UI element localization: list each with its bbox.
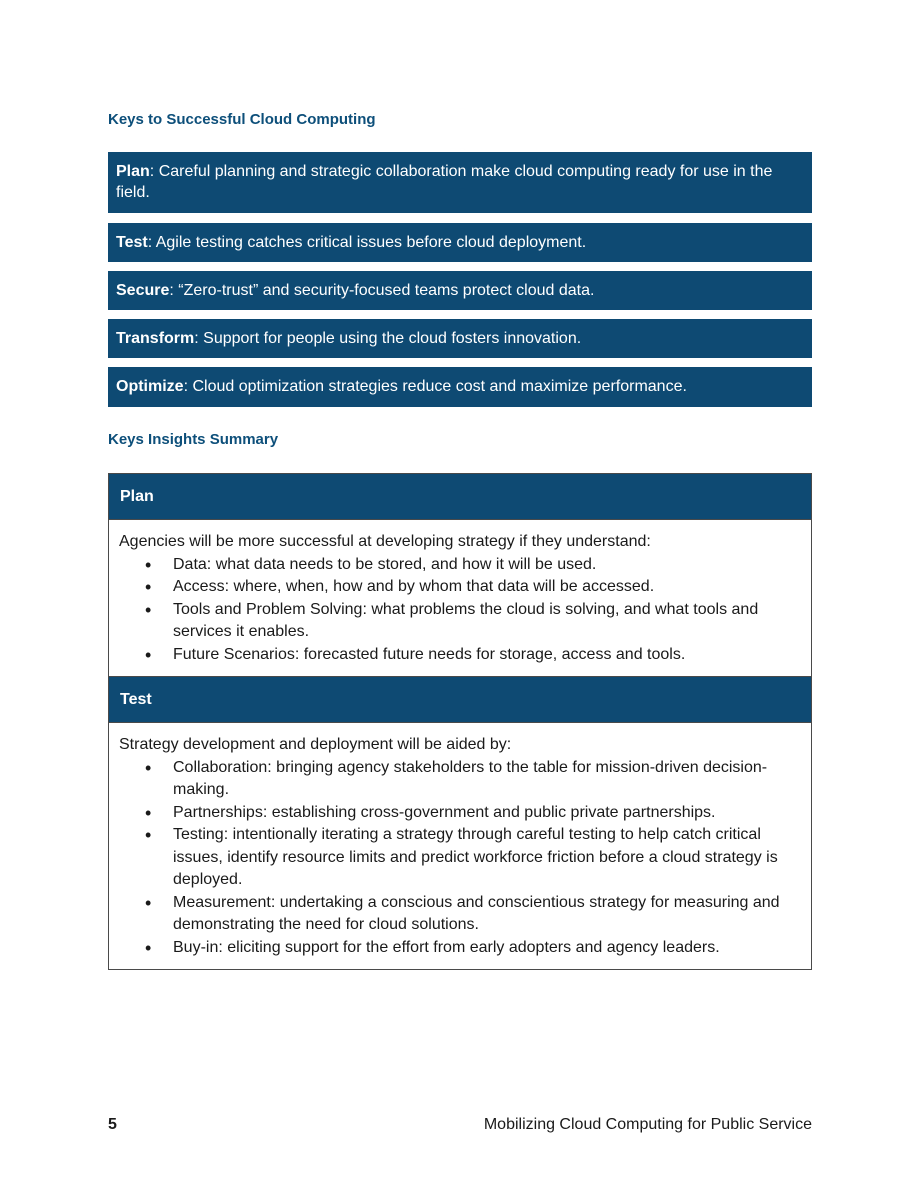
key-term: Test xyxy=(116,234,148,251)
key-term: Secure xyxy=(116,282,170,299)
key-box-transform xyxy=(108,319,812,358)
footer-title: Mobilizing Cloud Computing for Public Service xyxy=(483,1116,812,1133)
page-number: 5 xyxy=(108,1116,117,1133)
key-text: : Careful planning and strategic collaboration make cloud computing ready for use in the field. xyxy=(116,163,773,201)
section-body-test xyxy=(109,722,811,969)
bullet-item: • Partnerships: establishing cross-government and public private partnerships. xyxy=(173,802,801,825)
bullet-list xyxy=(119,757,801,960)
section-intro: Strategy development and deployment will be aided by: xyxy=(119,736,512,753)
key-box-test xyxy=(108,223,812,262)
insights-table xyxy=(108,473,812,970)
section-header-plan: Plan xyxy=(109,474,811,519)
bullet-item: • Testing: intentionally iterating a strategy through careful testing to help catch critical issues, identify resource limits and predict workforce friction before a cloud strategy is deployed. xyxy=(173,824,801,892)
keys-heading: Keys to Successful Cloud Computing xyxy=(108,111,376,128)
key-text: : Agile testing catches critical issues before cloud deployment. xyxy=(147,234,587,251)
bullet-item: • Access: where, when, how and by whom that data will be accessed. xyxy=(173,576,801,599)
key-text: : Support for people using the cloud fosters innovation. xyxy=(194,330,582,347)
section-header-test: Test xyxy=(109,677,811,722)
key-box-plan xyxy=(108,152,812,213)
section-body-plan xyxy=(109,519,811,677)
key-term: Transform xyxy=(116,330,195,347)
key-term: Optimize xyxy=(116,378,184,395)
bullet-item: • Collaboration: bringing agency stakeholders to the table for mission-driven decision-making. xyxy=(173,757,801,802)
bullet-list xyxy=(119,554,801,667)
bullet-item: • Measurement: undertaking a conscious and conscientious strategy for measuring and demonstrating the need for cloud solutions. xyxy=(173,892,801,937)
key-text: : “Zero-trust” and security-focused teams protect cloud data. xyxy=(169,282,595,299)
key-text: : Cloud optimization strategies reduce cost and maximize performance. xyxy=(183,378,687,395)
bullet-item: • Buy-in: eliciting support for the effort from early adopters and agency leaders. xyxy=(173,937,801,960)
bullet-item: • Data: what data needs to be stored, and how it will be used. xyxy=(173,554,801,577)
section-intro: Agencies will be more successful at developing strategy if they understand: xyxy=(119,533,651,550)
key-box-secure xyxy=(108,271,812,310)
bullet-item: • Future Scenarios: forecasted future needs for storage, access and tools. xyxy=(173,644,801,667)
key-term: Plan xyxy=(116,163,150,180)
insights-heading: Keys Insights Summary xyxy=(108,431,279,448)
bullet-item: • Tools and Problem Solving: what problems the cloud is solving, and what tools and services it enables. xyxy=(173,599,801,644)
key-box-optimize xyxy=(108,367,812,407)
